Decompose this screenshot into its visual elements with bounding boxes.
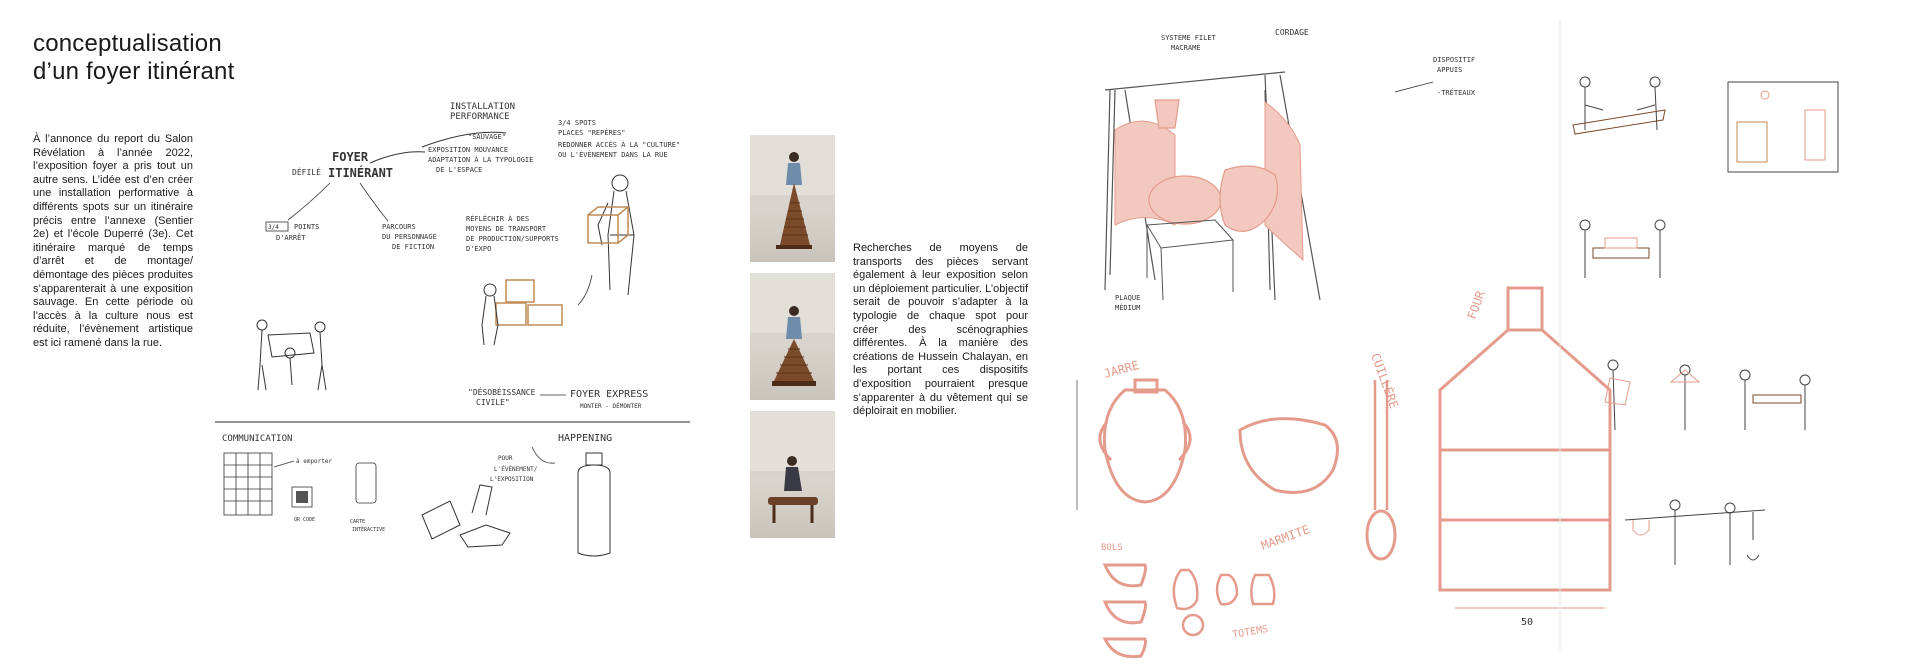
photo-performer-1 [750,135,835,262]
label-foyer-express: FOYER EXPRESS [570,389,649,400]
label-production: DE PRODUCTION/SUPPORTS [466,235,559,243]
label-moyens: MOYENS DE TRANSPORT [466,225,547,233]
label-performance: PERFORMANCE [450,112,510,122]
label-de-lespace: DE L'ESPACE [436,166,483,174]
label-systeme-filet: SYSTÈME FILET [1161,34,1216,42]
photo-performer-2 [750,273,835,400]
label-de-fiction: DE FICTION [392,243,435,251]
intro-paragraph: À l’annonce du report du Salon Révélation à l’année 2022, l’exposition foyer a pris tout un autre sens. L’idée est d’en créer une installation performative à différents spots sur un itinéraire précis entre l’annexe (Sentier 2e) et l’école Duperré (3e). Cet itinéraire marqué de temps d’arrêt et de montage/ démontage des pièces produites s’apparenterait à une exposition sauvage. En cette période où l’accès à la culture nous est réduite, l’évènement artistique est ici ramené dans la rue. [33,133,193,349]
caption-paragraph: Recherches de moyens de transports des pièces servant également à leur exposition selon un déploiement particulier. L’objectif serait de pouvoir s’adapter à la typologie de chaque spot pour créer des scénographies différentes. À la manière des créations de Hussein Chalayan, en les portant ces dispositifs d’exposition pourraient presque s’apparenter à du vêtement qui se déploirait en mobilier. [853,242,1028,418]
label-spots: 3/4 SPOTS [558,119,596,127]
label-itinerant: ITINÉRANT [328,166,394,180]
sketch-bottle [578,453,610,556]
label-installation: INSTALLATION [450,102,516,112]
scene-shelf [1728,82,1838,172]
label-carte: CARTE [350,519,366,525]
flyer-grid [224,453,272,515]
photo-performer-3 [750,411,835,538]
sketch-blocks [422,485,510,547]
jarre-shape [1104,390,1185,502]
page-title [33,30,333,86]
plaque-table [1147,220,1233,300]
cuillere-bowl [1367,511,1395,559]
label-desobeissance: "DÉSOBÉISSANCE [468,388,536,397]
photo-1-figure [750,135,835,262]
label-points-num: 3/4 [268,224,279,231]
label-evenement-rue: OU L'ÉVÈNEMENT DANS LA RUE [558,151,668,159]
scene-carry-3 [1605,360,1810,430]
label-adaptation: ADAPTATION À LA TYPOLOGIE [428,156,534,164]
figures-table [257,320,326,390]
label-bols: BOLS [1101,543,1123,553]
label-parcours: PARCOURS [382,223,416,231]
title-line-1: conceptualisation [33,30,222,57]
scene-carry-2 [1580,220,1665,278]
four-shape [1440,288,1610,590]
label-sauvage: "SAUVAGE" [468,133,506,141]
label-totems: TOTEMS [1231,623,1270,641]
label-medium: MÉDIUM [1115,304,1141,312]
label-cuillere: CUILLÈRE [1368,351,1402,411]
label-pour: POUR [498,455,513,462]
label-qr-code: QR CODE [294,517,316,523]
title-line-2: d’un foyer itinérant [33,58,235,85]
label-redonner: REDONNER ACCÈS À LA "CULTURE" [558,141,681,149]
bols-shapes [1105,565,1146,657]
label-l-evenement: L'ÉVÈNEMENT/ [494,466,538,473]
label-plaque: PLAQUE [1115,294,1141,302]
scene-yoke [1625,500,1765,565]
label-dexpo: D'EXPO [466,245,492,253]
label-communication: COMMUNICATION [222,434,293,444]
label-monter: MONTER - DÉMONTER [580,403,642,410]
label-marmite: MARMITE [1259,522,1312,553]
label-points: POINTS [294,223,320,231]
label-dimension: 50 [1521,617,1534,628]
label-happening: HAPPENING [558,433,613,444]
label-l-exposition: L'EXPOSITION [490,476,534,483]
label-jarre: JARRE [1102,358,1141,381]
label-treteau: -TRÉTEAUX [1437,89,1475,97]
label-appuis: APPUIS [1437,66,1463,74]
stacked-boxes [496,280,562,325]
label-reflechir: RÉFLÉCHIR À DES [466,215,530,223]
label-interactive: INTÉRACTIVE [352,527,386,533]
label-foyer: FOYER [332,150,369,164]
label-darret: D'ARRÊT [276,234,306,242]
label-civile: CIVILE" [476,398,510,407]
label-four: FOUR [1464,289,1488,322]
photo-3-figure [750,411,835,538]
label-defile: DÉFILÉ [292,168,321,177]
label-dispositif: DISPOSITIF [1433,56,1476,64]
scene-carry-1 [1573,77,1665,134]
label-a-emporter: à emporter [296,458,333,465]
label-cordage: CORDAGE [1275,28,1309,37]
marmite-shape [1240,419,1338,493]
photo-2-figure [750,273,835,400]
concept-sketch [210,95,700,585]
label-du-personnage: DU PERSONNAGE [382,233,437,241]
label-expo-mouvance: EXPOSITION MOUVANCE [428,146,509,154]
label-macrame: MACRAMÉ [1171,44,1201,52]
label-places: PLACES "REPÈRES" [558,129,626,137]
objects-sketch [1065,10,1920,660]
